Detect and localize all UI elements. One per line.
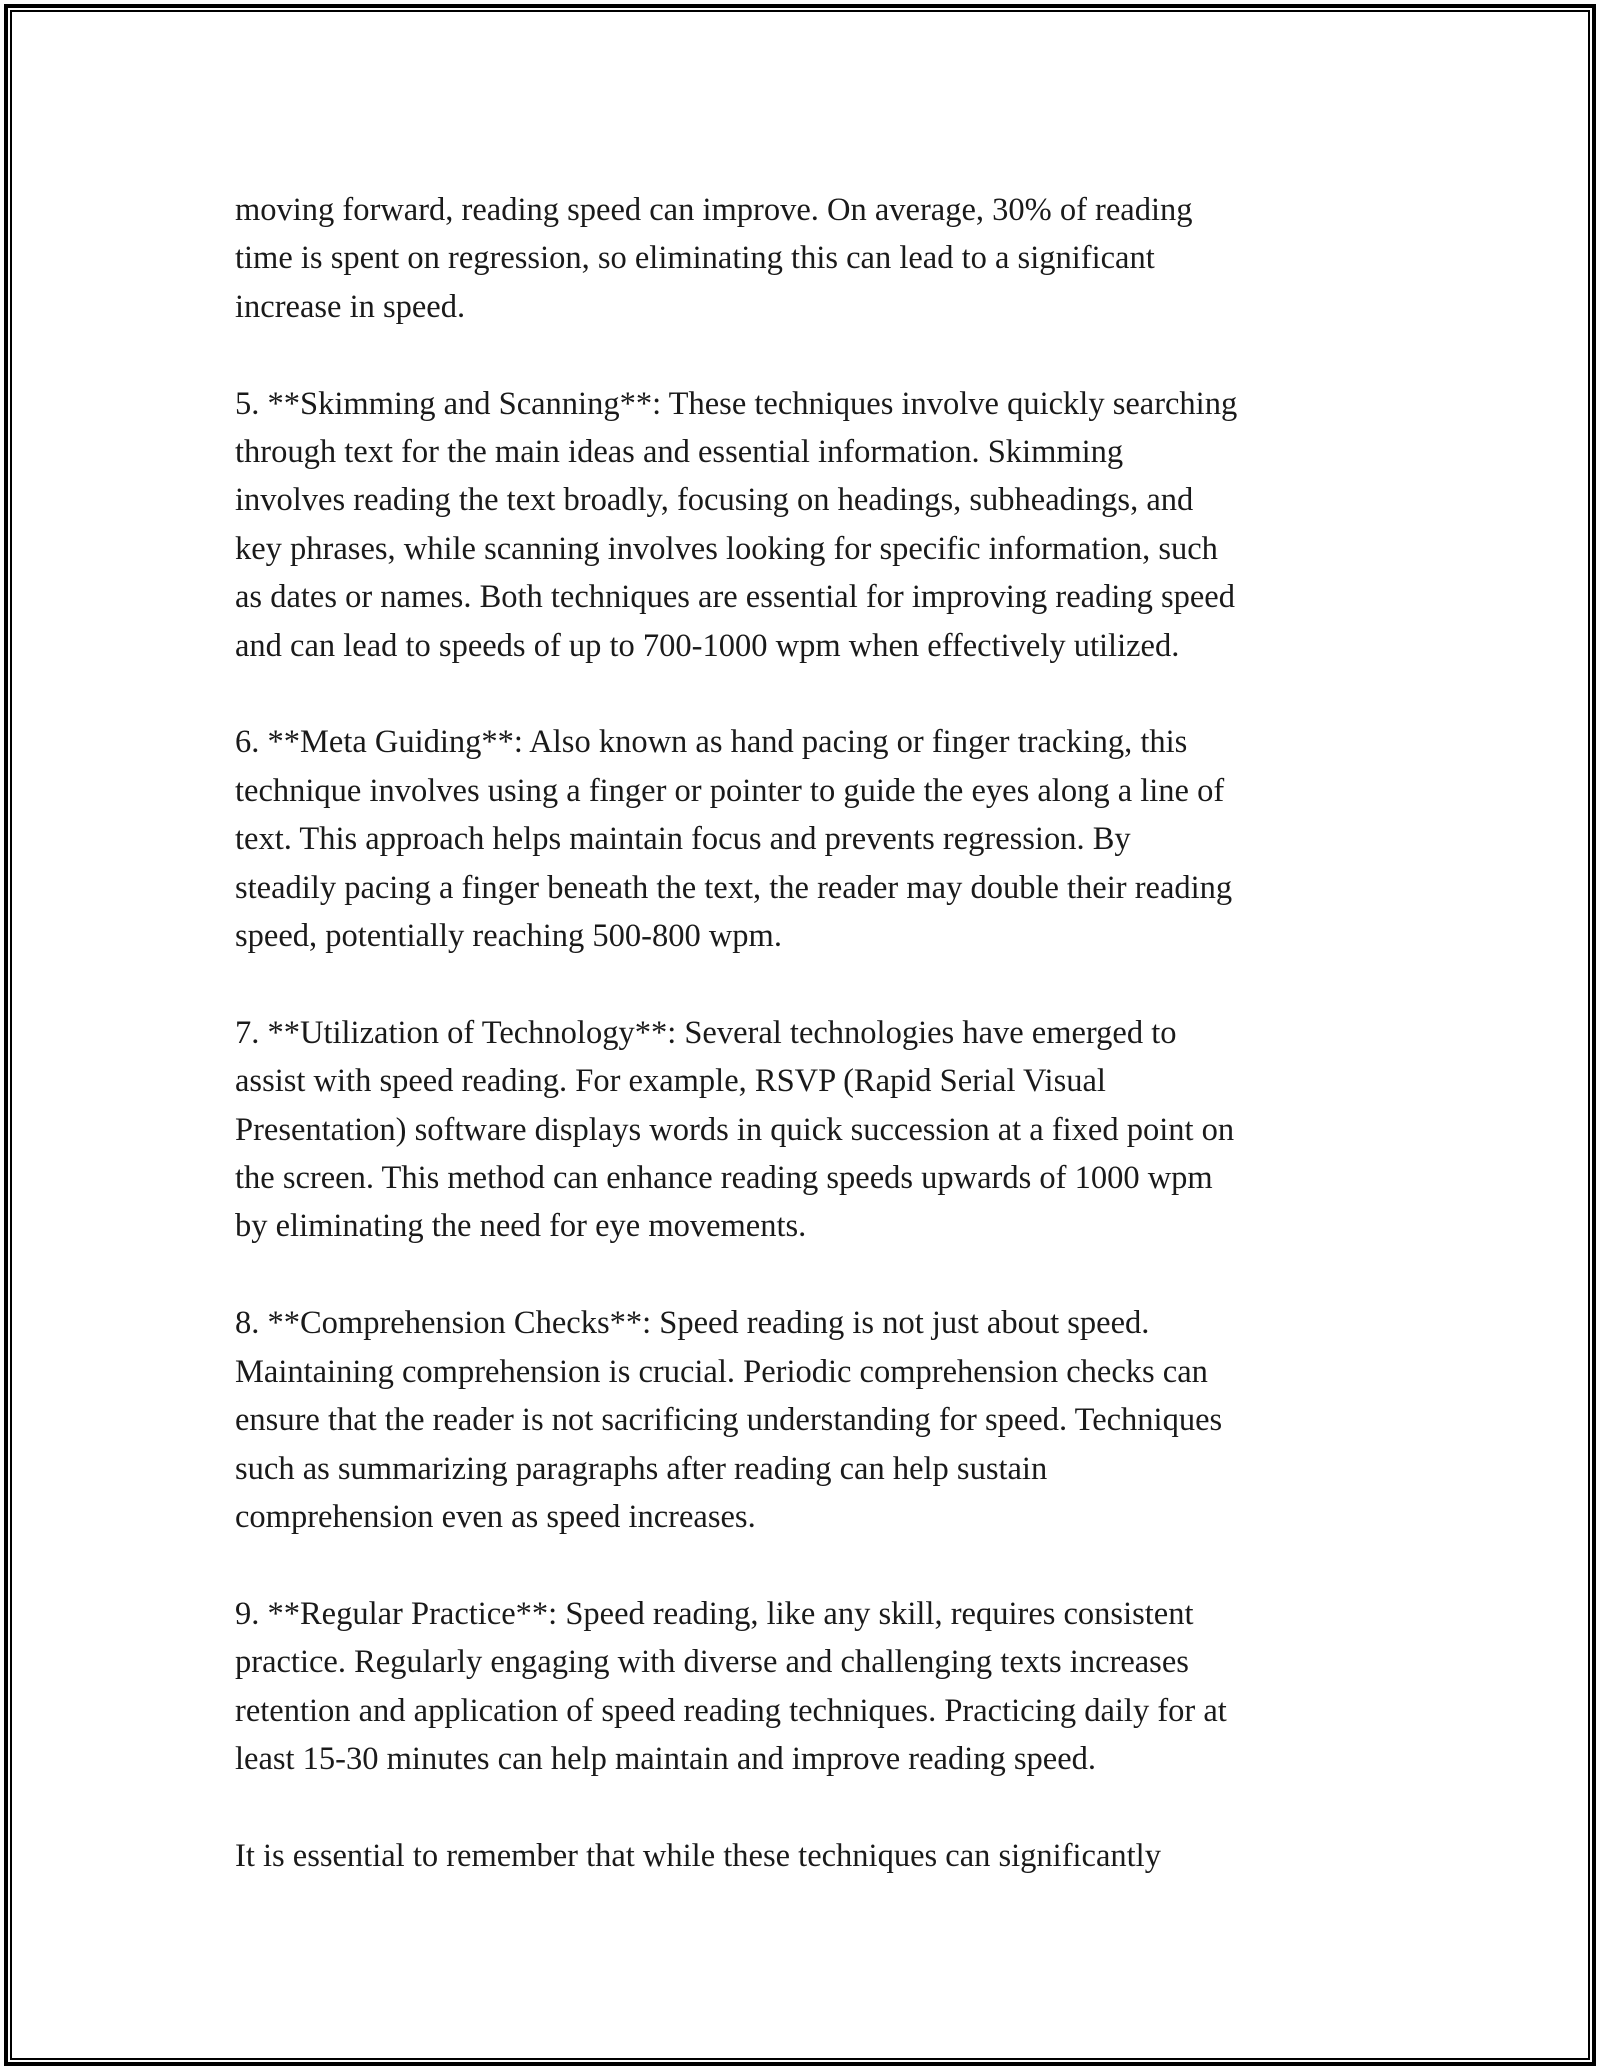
text-line: key phrases, while scanning involves looking for specific information, such xyxy=(235,530,1218,567)
paragraph-conclusion xyxy=(235,1832,1380,1880)
text-line: steadily pacing a finger beneath the text, the reader may double their reading xyxy=(235,869,1233,906)
text-line: It is essential to remember that while these techniques can significantly xyxy=(235,1837,1161,1874)
paragraph-comprehension-checks xyxy=(235,1299,1380,1541)
text-line: speed, potentially reaching 500-800 wpm. xyxy=(235,918,782,955)
text-line: such as summarizing paragraphs after reading can help sustain xyxy=(235,1450,1048,1487)
text-line: practice. Regularly engaging with diverse and challenging texts increases xyxy=(235,1644,1189,1681)
text-line: 5. **Skimming and Scanning**: These techniques involve quickly searching xyxy=(235,385,1238,422)
paragraph-regression-continued xyxy=(235,186,1380,331)
text-line: retention and application of speed reading techniques. Practicing daily for at xyxy=(235,1692,1227,1729)
text-line: text. This approach helps maintain focus and prevents regression. By xyxy=(235,821,1131,858)
paragraph-regular-practice xyxy=(235,1590,1380,1784)
text-line: increase in speed. xyxy=(235,288,466,325)
text-line: moving forward, reading speed can improve. On average, 30% of reading xyxy=(235,192,1193,228)
text-line: 7. **Utilization of Technology**: Several technologies have emerged to xyxy=(235,1014,1177,1051)
text-line: least 15-30 minutes can help maintain and improve reading speed. xyxy=(235,1740,1096,1777)
text-line: time is spent on regression, so eliminating this can lead to a significant xyxy=(235,240,1155,277)
paragraph-meta-guiding xyxy=(235,718,1380,960)
text-line: and can lead to speeds of up to 700-1000 wpm when effectively utilized. xyxy=(235,627,1180,664)
text-line: Maintaining comprehension is crucial. Periodic comprehension checks can xyxy=(235,1353,1208,1390)
paragraph-skimming-scanning xyxy=(235,380,1380,670)
text-line: through text for the main ideas and essential information. Skimming xyxy=(235,434,1124,471)
text-line: involves reading the text broadly, focusing on headings, subheadings, and xyxy=(235,482,1194,519)
text-line: the screen. This method can enhance reading speeds upwards of 1000 wpm xyxy=(235,1160,1213,1197)
text-line: 9. **Regular Practice**: Speed reading, like any skill, requires consistent xyxy=(235,1595,1194,1632)
text-line: 6. **Meta Guiding**: Also known as hand pacing or finger tracking, this xyxy=(235,724,1188,761)
text-line: ensure that the reader is not sacrificing understanding for speed. Techniques xyxy=(235,1402,1223,1439)
text-line: assist with speed reading. For example, RSVP (Rapid Serial Visual xyxy=(235,1063,1106,1100)
document-body xyxy=(235,186,1380,1929)
text-line: technique involves using a finger or pointer to guide the eyes along a line of xyxy=(235,772,1225,809)
text-line: comprehension even as speed increases. xyxy=(235,1498,756,1535)
text-line: as dates or names. Both techniques are essential for improving reading speed xyxy=(235,579,1235,616)
text-line: by eliminating the need for eye movements. xyxy=(235,1208,807,1245)
paragraph-technology xyxy=(235,1009,1380,1251)
text-line: 8. **Comprehension Checks**: Speed reading is not just about speed. xyxy=(235,1305,1150,1342)
text-line: Presentation) software displays words in quick succession at a fixed point on xyxy=(235,1111,1235,1148)
